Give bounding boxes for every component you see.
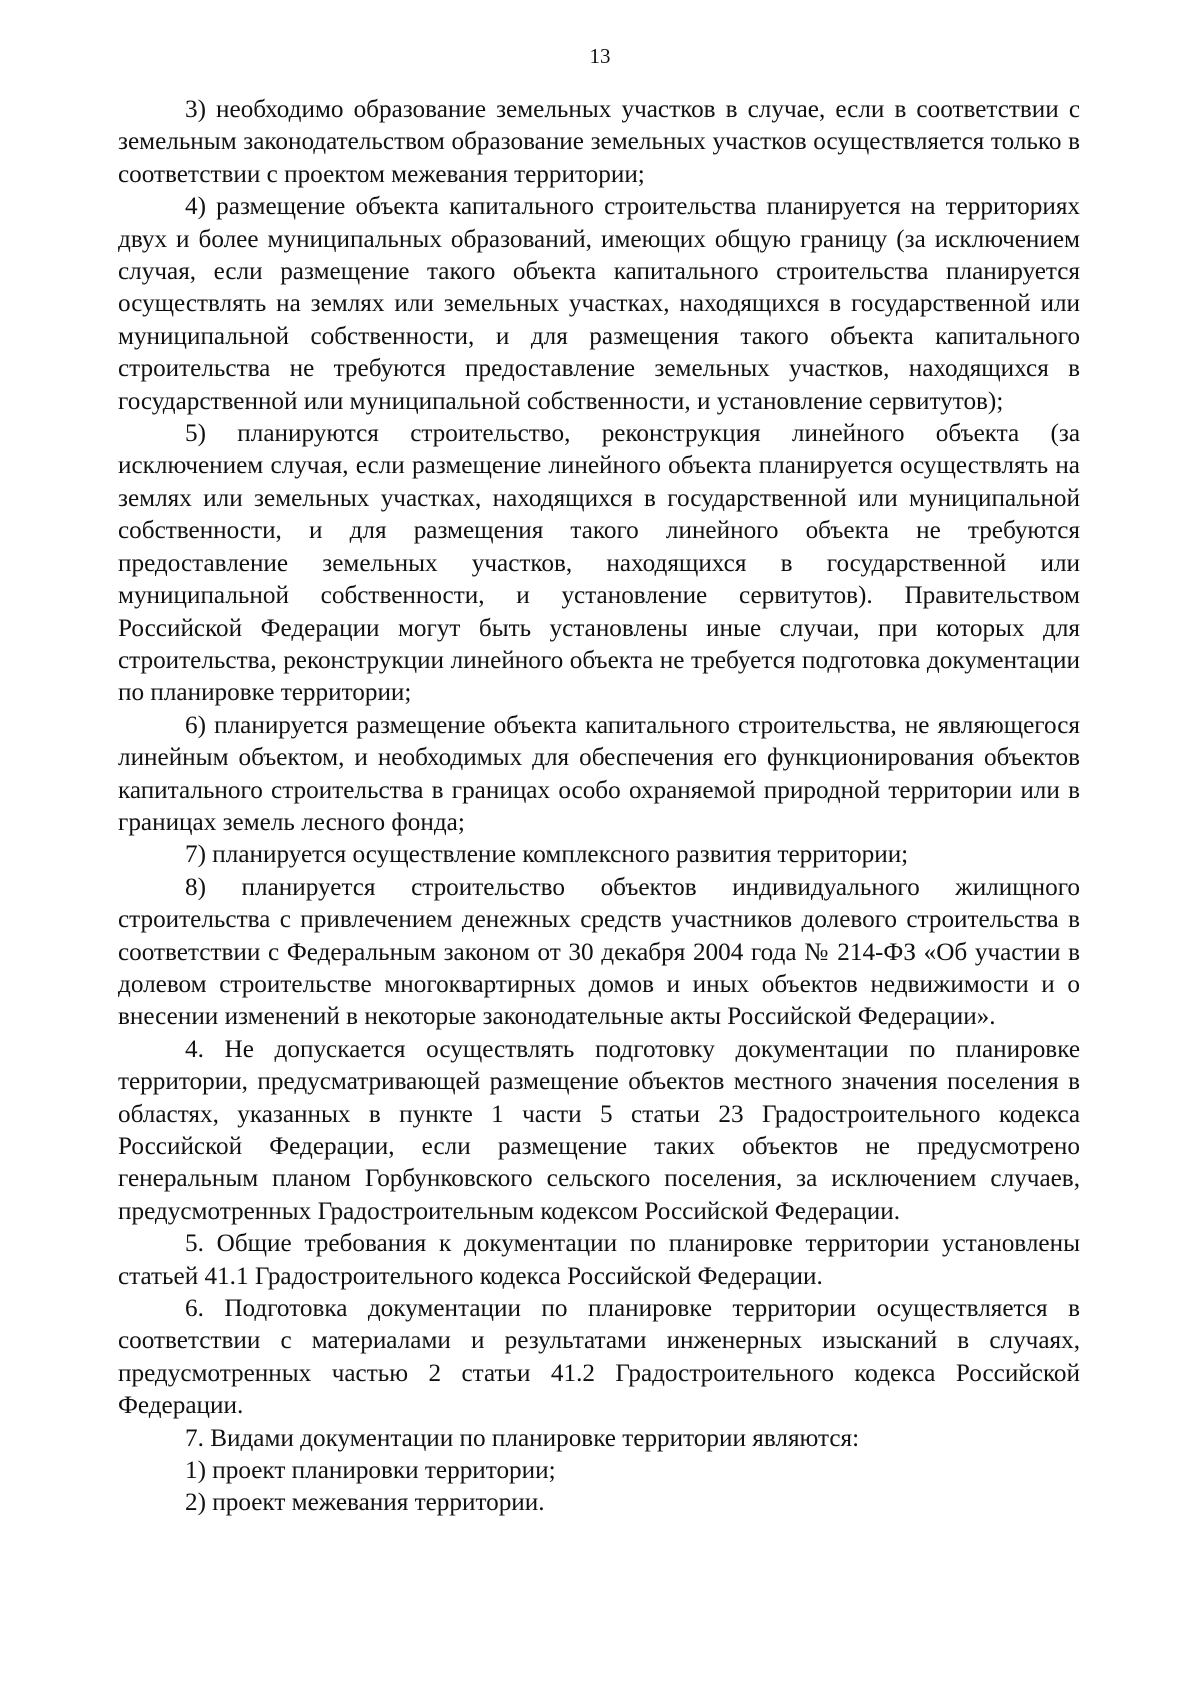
list-item-planning-project: 1) проект планировки территории; — [185, 1457, 556, 1485]
paragraph-item-6: 6) планируется размещение объекта капитального строительства, не являющегося линейным объектом, и необходимых для обеспечения его функционирования объектов капитального строительства в границах особо охраняемой природной территории или в границах земель лесного фонда; — [118, 711, 1080, 836]
paragraph-item-7: 7) планируется осуществление комплексного развития территории; — [185, 841, 909, 869]
document-body — [118, 94, 1080, 1520]
paragraph-item-5: 5) планируются строительство, реконструкция линейного объекта (за исключением случая, если размещение линейного объекта планируется осуществлять на землях или земельных участках, находящихся в государственной или муниципальной собственности, и для размещения такого линейного объекта не требуются предоставление земельных участков, находящихся в государственной или муниципальной собственности, и установление сервитутов). Правительством Российской Федерации могут быть установлены иные случаи, при которых для строительства, реконструкции линейного объекта не требуется подготовка документации по планировке территории; — [118, 420, 1080, 707]
paragraph-section-4: 4. Не допускается осуществлять подготовку документации по планировке территории, предусматривающей размещение объектов местного значения поселения в областях, указанных в пункте 1 части 5 статьи 23 Градостроительного кодекса Российской Федерации, если размещение таких объектов не предусмотрено генеральным планом Горбунковского сельского поселения, за исключением случаев, предусмотренных Градостроительным кодексом Российской Федерации. — [118, 1035, 1080, 1225]
page-number: 13 — [589, 44, 611, 68]
paragraph-section-7: 7. Видами документации по планировке территории являются: — [185, 1424, 860, 1452]
paragraph-item-3: 3) необходимо образование земельных участков в случае, если в соответствии с земельным законодательством образование земельных участков осуществляется только в соответствии с проектом межевания территории; — [118, 96, 1080, 188]
paragraph-item-8: 8) планируется строительство объектов индивидуального жилищного строительства с привлечением денежных средств участников долевого строительства в соответствии с Федеральным законом от 30 декабря 2004 года № 214-ФЗ «Об участии в долевом строительстве многоквартирных домов и иных объектов недвижимости и о внесении изменений в некоторые законодательные акты Российской Федерации». — [118, 873, 1080, 1031]
list-item-surveying-project: 2) проект межевания территории. — [185, 1489, 545, 1517]
paragraph-section-5: 5. Общие требования к документации по планировке территории установлены статьей 41.1 Градостроительного кодекса Российской Федерации. — [118, 1230, 1080, 1290]
paragraph-section-6: 6. Подготовка документации по планировке территории осуществляется в соответствии с материалами и результатами инженерных изысканий в случаях, предусмотренных частью 2 статьи 41.2 Градостроительного кодекса Российской Федерации. — [118, 1295, 1080, 1420]
paragraph-item-4: 4) размещение объекта капитального строительства планируется на территориях двух и более муниципальных образований, имеющих общую границу (за исключением случая, если размещение такого объекта капитального строительства планируется осуществлять на землях или земельных участках, находящихся в государственной или муниципальной собственности, и для размещения такого объекта капитального строительства не требуются предоставление земельных участков, находящихся в государственной или муниципальной собственности, и установление сервитутов); — [118, 193, 1080, 415]
